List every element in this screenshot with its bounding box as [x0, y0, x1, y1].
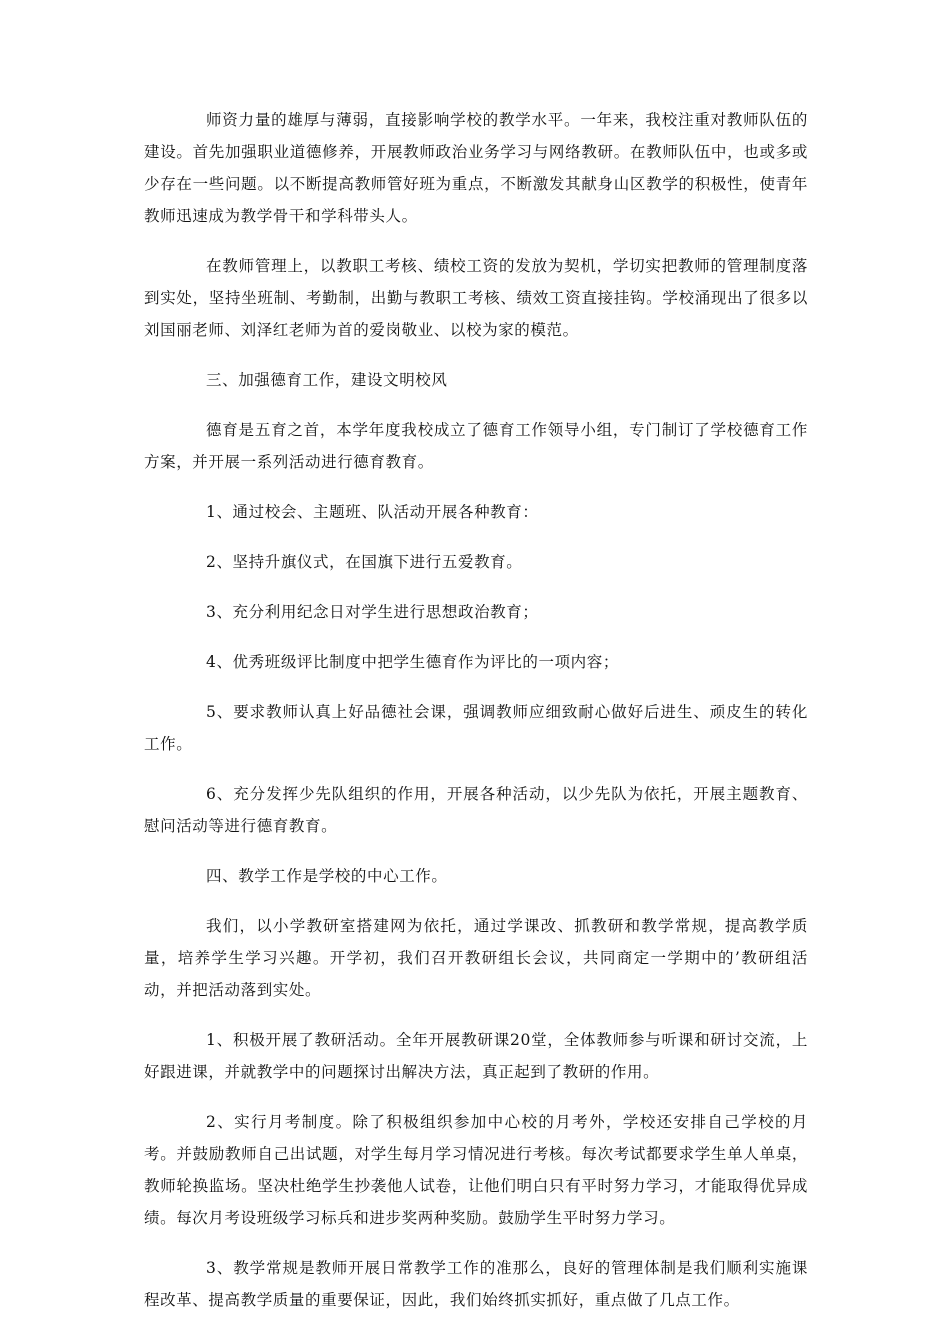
document-page [144, 104, 808, 1333]
paragraph-teacher-team: 师资力量的雄厚与薄弱，直接影响学校的教学水平。一年来，我校注重对教师队伍的建设。首先加强职业道德修养，开展教师政治业务学习与网络教研。在教师队伍中，也或多或少存在一些问题。以不断提高教师管好班为重点，不断激发其献身山区教学的积极性，使青年教师迅速成为教学骨干和学科带头人。 [144, 111, 808, 225]
list-item-moral-1: 1、通过校会、主题班、队活动开展各种教育： [206, 503, 539, 521]
section-heading-teaching-work: 四、教学工作是学校的中心工作。 [206, 867, 448, 885]
list-item-moral-4: 4、优秀班级评比制度中把学生德育作为评比的一项内容； [206, 653, 619, 671]
section-heading-moral-education: 三、加强德育工作，建设文明校风 [206, 371, 448, 389]
list-item-moral-6: 6、充分发挥少先队组织的作用，开展各种活动，以少先队为依托，开展主题教育、慰问活动等进行德育教育。 [144, 785, 808, 835]
list-item-teaching-2: 2、实行月考制度。除了积极组织参加中心校的月考外，学校还安排自己学校的月考。并鼓励教师自己出试题，对学生每月学习情况进行考核。每次考试都要求学生单人单桌，教师轮换监场。坚决杜绝学生抄袭他人试卷，让他们明白只有平时努力学习，才能取得优异成绩。每次月考设班级学习标兵和进步奖两种奖励。鼓励学生平时努力学习。 [144, 1113, 808, 1227]
list-item-moral-5: 5、要求教师认真上好品德社会课，强调教师应细致耐心做好后进生、顽皮生的转化工作。 [144, 703, 808, 753]
list-item-moral-2: 2、坚持升旗仪式，在国旗下进行五爱教育。 [206, 553, 523, 571]
paragraph-moral-education-intro: 德育是五育之首，本学年度我校成立了德育工作领导小组，专门制订了学校德育工作方案，并开展一系列活动进行德育教育。 [144, 421, 808, 471]
paragraph-teacher-management: 在教师管理上，以教职工考核、绩校工资的发放为契机，学切实把教师的管理制度落到实处，坚持坐班制、考勤制，出勤与教职工考核、绩效工资直接挂钩。学校涌现出了很多以刘国丽老师、刘泽红老师为首的爱岗敬业、以校为家的模范。 [144, 257, 808, 339]
list-item-moral-3: 3、充分利用纪念日对学生进行思想政治教育； [206, 603, 539, 621]
list-item-teaching-3: 3、教学常规是教师开展日常教学工作的准那么，良好的管理体制是我们顺利实施课程改革、提高教学质量的重要保证，因此，我们始终抓实抓好，重点做了几点工作。 [144, 1259, 808, 1309]
list-item-teaching-1: 1、积极开展了教研活动。全年开展教研课20堂，全体教师参与听课和研讨交流，上好跟进课，并就教学中的问题探讨出解决方法，真正起到了教研的作用。 [144, 1031, 808, 1081]
paragraph-teaching-intro: 我们，以小学教研室搭建网为依托，通过学课改、抓教研和教学常规，提高教学质量，培养学生学习兴趣。开学初，我们召开教研组长会议，共同商定一学期中的’教研组活动，并把活动落到实处。 [144, 917, 808, 999]
